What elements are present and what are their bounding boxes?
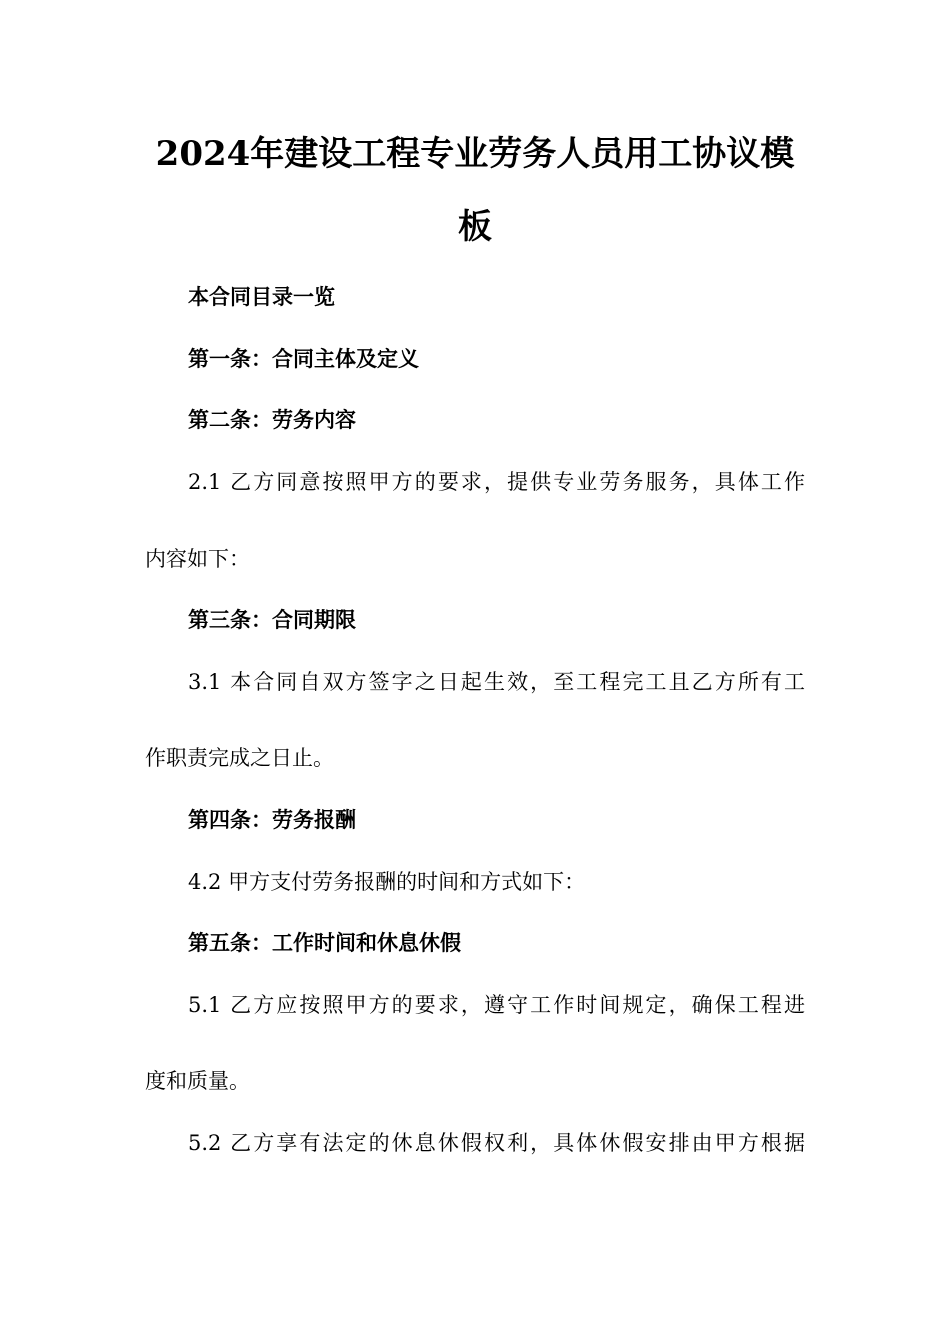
paragraph-5-2-line-1: 5.2 乙方享有法定的休息休假权利，具体休假安排由甲方根据 xyxy=(188,1131,805,1155)
article-2-heading: 第二条：劳务内容 xyxy=(188,407,356,432)
article-4-heading: 第四条：劳务报酬 xyxy=(188,807,356,832)
document-title-line-2: 板 xyxy=(458,207,492,247)
toc-heading: 本合同目录一览 xyxy=(188,284,335,309)
document-title-line-1: 2024年建设工程专业劳务人员用工协议模 xyxy=(155,134,795,174)
article-5-heading: 第五条：工作时间和休息休假 xyxy=(188,930,461,955)
paragraph-2-1-line-2: 内容如下： xyxy=(145,547,250,571)
paragraph-4-2-line-1: 4.2 甲方支付劳务报酬的时间和方式如下： xyxy=(188,870,586,894)
paragraph-5-1-line-1: 5.1 乙方应按照甲方的要求，遵守工作时间规定，确保工程进 xyxy=(188,993,805,1017)
paragraph-2-1-line-1: 2.1 乙方同意按照甲方的要求，提供专业劳务服务，具体工作 xyxy=(188,470,805,494)
paragraph-3-1-line-2: 作职责完成之日止。 xyxy=(145,746,334,770)
article-3-heading: 第三条：合同期限 xyxy=(188,607,356,632)
paragraph-3-1-line-1: 3.1 本合同自双方签字之日起生效，至工程完工且乙方所有工 xyxy=(188,670,805,694)
paragraph-5-1-line-2: 度和质量。 xyxy=(145,1069,250,1093)
article-1-heading: 第一条：合同主体及定义 xyxy=(188,346,419,371)
